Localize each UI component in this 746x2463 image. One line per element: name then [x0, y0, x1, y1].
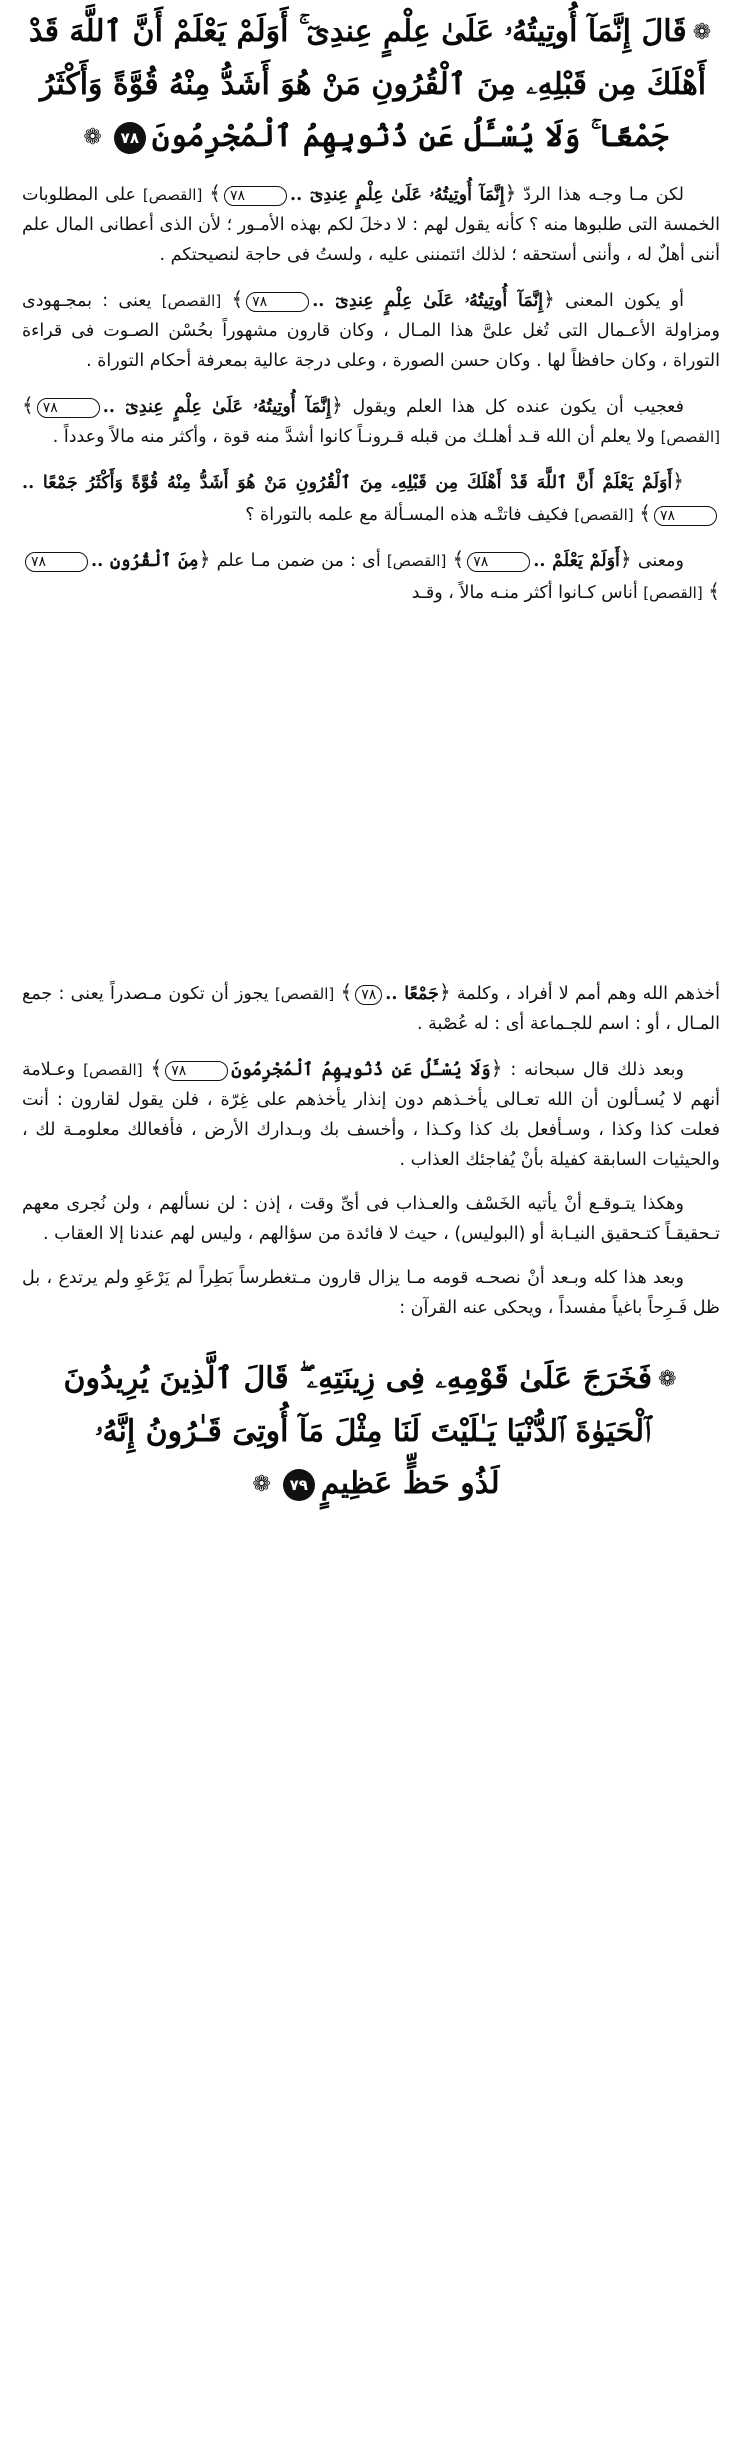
paragraph: أخذهم الله وهم أمم لا أفراد ، وكلمة ﴿جَمْعًا ..٧٨﴾ [القصص] يجوز أن تكون مـصدراً يعنى : جمع المـال ، أو : اسم للجـماعة أى : له عُصْبة .	[22, 980, 720, 1034]
page-two	[0, 955, 746, 1835]
quran-quote: إِنَّمَآ أُوتِيتُهُۥ عَلَىٰ عِلْمٍ عِندِىٓ ..	[290, 185, 505, 205]
verse-block-79	[0, 1353, 746, 1511]
ornament-icon: ❁	[658, 1367, 677, 1392]
commentary-text	[0, 178, 746, 608]
verse-line: ❁قَالَ إِنَّمَآ أُوتِيتُهُۥ عَلَىٰ عِلْمٍ عِندِىٓ ۚ أَوَلَمْ يَعْلَمْ أَنَّ ٱللَّهَ قَدْ	[0, 6, 746, 59]
paragraph: ومعنى ﴿أَوَلَمْ يَعْلَمْ ..٧٨﴾ [القصص] أى : من ضمن مـا علم ﴿مِنَ ٱلْقُرُونِ ..٧٨﴾ [القصص] أناس كـانوا أكثر منـه مالاً ، وقـد	[22, 544, 720, 608]
paragraph: وبعد ذلك قال سبحانه : ﴿وَلَا يُسْـَٔلُ عَن ذُنُوبِهِمُ ٱلْمُجْرِمُونَ٧٨﴾ [القصص] وعـلامة أنهم لا يُسـألون أن الله تعـالى يأخـذهم دون إنذار يأخذهم على غِرّة ، فلن يقول لقارون : أنت فعلت كذا وكذا ، وسـأفعل بك كذا وكـذا ، وأخسف بك وبـدارك الأرض ، فأفعالك معلومـة لك ، والحيثيات السابقة كفيلة بأنْ يُفاجئك العذاب .	[22, 1056, 720, 1170]
paragraph: ﴿أَوَلَمْ يَعْلَمْ أَنَّ ٱللَّهَ قَدْ أَهْلَكَ مِن قَبْلِهِۦ مِنَ ٱلْقُرُونِ مَنْ هُوَ أَشَدُّ مِنْهُ قُوَّةً وَأَكْثَرُ جَمْعًا ..٧٨﴾ [القصص] فكيف فاتتْـه هذه المسـألة مع علمه بالتوراة ؟	[22, 466, 720, 530]
commentary-text	[0, 955, 746, 1323]
paragraph: لكن مـا وجـه هذا الردّ ﴿إِنَّمَآ أُوتِيتُهُۥ عَلَىٰ عِلْمٍ عِندِىٓ ..٧٨﴾ [القصص] على المطلوبات الخمسة التى طلبوها منه ؟ كأنه يقول لهم : لا دخلَ لكم بهذه الأمـور ؛ لأن الذى أعطانى المال علم أننى أهلٌ له ، وأننى أستحقه ؛ لذلك ائتمننى عليه ، ولستُ فى حاجة لنصيحتكم .	[22, 181, 720, 265]
quran-quote: أَوَلَمْ يَعْلَمْ أَنَّ ٱللَّهَ قَدْ أَهْلَكَ مِن قَبْلِهِۦ مِنَ ٱلْقُرُونِ مَنْ هُوَ أَشَدُّ مِنْهُ قُوَّةً وَأَكْثَرُ جَمْعًا ..	[22, 473, 673, 493]
quran-quote: إِنَّمَآ أُوتِيتُهُۥ عَلَىٰ عِلْمٍ عِندِىٓ ..	[312, 291, 544, 311]
sura-name: [القصص]	[574, 506, 634, 524]
blank-area	[0, 1835, 746, 2463]
ayah-number-badge: ٧٨	[114, 122, 146, 154]
sura-name: [القصص]	[83, 1061, 143, 1079]
sura-name: [القصص]	[274, 985, 335, 1003]
paragraph: وبعد هذا كله وبـعد أنْ نصحـه قومه مـا يزال قارون مـتغطرساً بَطِراً لم يَرْعَوِ ولم يرتدع ، بل ظل فَـرِحاً باغياً مفسداً ، ويحكى عنه القرآن :	[22, 1268, 720, 1318]
quran-quote: أَوَلَمْ يَعْلَمْ ..	[533, 551, 620, 571]
sura-name: [القصص]	[161, 292, 222, 310]
quran-quote: وَلَا يُسْـَٔلُ عَن ذُنُوبِهِمُ ٱلْمُجْرِمُونَ	[231, 1060, 491, 1080]
sura-name: [القصص]	[142, 186, 203, 204]
quran-quote: مِنَ ٱلْقُرُونِ ..	[91, 551, 199, 571]
ayah-number: ٧٨	[25, 552, 88, 572]
page-one	[0, 0, 746, 955]
ayah-number: ٧٨	[165, 1061, 228, 1081]
ayah-number: ٧٨	[467, 552, 530, 572]
verse-line: لَذُو حَظٍّ عَظِيمٍ٧٩❁	[0, 1458, 746, 1511]
verse-line: جَمْعًا ۚ وَلَا يُسْـَٔلُ عَن ذُنُوبِهِمُ ٱلْمُجْرِمُونَ٧٨❁	[0, 111, 746, 164]
ayah-number: ٧٨	[355, 985, 382, 1005]
ornament-icon: ❁	[692, 20, 712, 45]
verse-line: ❁فَخَرَجَ عَلَىٰ قَوْمِهِۦ فِى زِينَتِهِۦ ۖ قَالَ ٱلَّذِينَ يُرِيدُونَ	[0, 1353, 746, 1406]
sura-name: [القصص]	[643, 584, 703, 602]
ayah-number: ٧٨	[246, 292, 309, 312]
quran-quote: إِنَّمَآ أُوتِيتُهُۥ عَلَىٰ عِلْمٍ عِندِىٓ ..	[102, 397, 332, 417]
ornament-icon: ❁	[252, 1472, 271, 1497]
ayah-number: ٧٨	[224, 186, 287, 206]
ayah-number: ٧٨	[654, 506, 717, 526]
verse-line: أَهْلَكَ مِن قَبْلِهِۦ مِنَ ٱلْقُرُونِ مَنْ هُوَ أَشَدُّ مِنْهُ قُوَّةً وَأَكْثَرُ	[39, 67, 707, 102]
sura-name: [القصص]	[386, 552, 447, 570]
paragraph: فعجيب أن يكون عنده كل هذا العلم ويقول ﴿إِنَّمَآ أُوتِيتُهُۥ عَلَىٰ عِلْمٍ عِندِىٓ ..٧٨﴾ [القصص] ولا يعلم أن الله قـد أهلـك من قبله قـرونـاً كانوا أشدَّ منه قوة ، وأكثر منه مالاً وعدداً .	[22, 393, 720, 447]
ayah-number: ٧٨	[37, 398, 100, 418]
ornament-icon: ❁	[83, 125, 102, 150]
quran-quote: جَمْعًا ..	[385, 984, 439, 1004]
paragraph: وهكذا يتـوقـع أنْ يأتيه الخَسْف والعـذاب فى أىِّ وقت ، إذن : لن نسألهم ، ولن نُجرى معهم تـحقيقـاً كتـحقيق النيـابة أو (البوليس) ، حيث لا فائدة من سؤالهم ، وليس لهم عندنا إلا العقاب .	[22, 1194, 720, 1244]
sura-name: [القصص]	[660, 428, 720, 446]
ayah-number-badge: ٧٩	[283, 1469, 315, 1501]
verse-block-78	[0, 0, 746, 164]
paragraph: أو يكون المعنى ﴿إِنَّمَآ أُوتِيتُهُۥ عَلَىٰ عِلْمٍ عِندِىٓ ..٧٨﴾ [القصص] يعنى : بمجـهودى ومزاولة الأعـمال التى تُغل علىَّ هذا المـال ، وكان قارون مشهوراً بحُسْن الصـوت فى قراءة التوراة ، وكان حافظاً لها . وكان حسن الصورة ، وعلى درجة عالية بمعرفة أحكام التوراة .	[22, 287, 720, 371]
verse-line: ٱلْحَيَوٰةَ ٱلدُّنْيَا يَـٰلَيْتَ لَنَا مِثْلَ مَآ أُوتِىَ قَـٰرُونُ إِنَّهُۥ	[94, 1414, 652, 1449]
